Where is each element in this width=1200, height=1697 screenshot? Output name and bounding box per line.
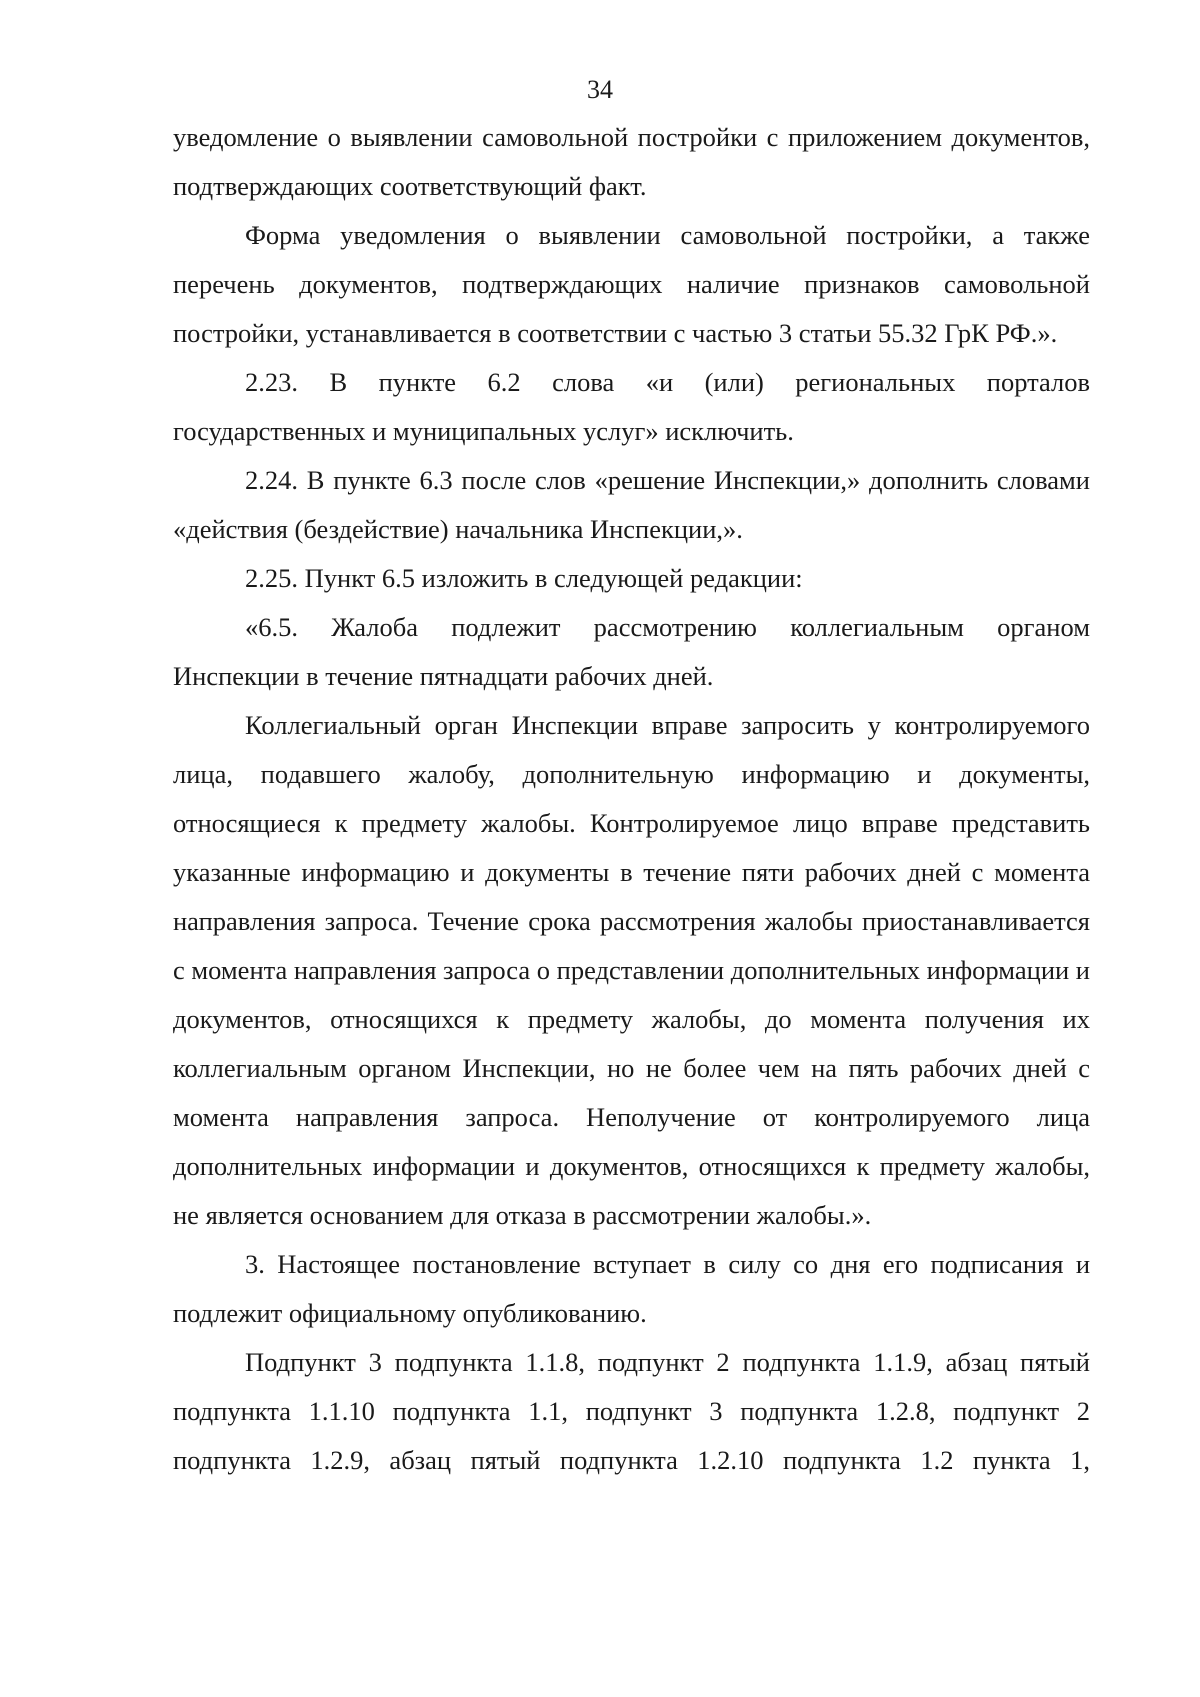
paragraph: 3. Настоящее постановление вступает в силу со дня его подписания и подлежит официальному опубликованию. [173,1249,1090,1328]
paragraph: Подпункт 3 подпункта 1.1.8, подпункт 2 подпункта 1.1.9, абзац пятый подпункта 1.1.10 подпункта 1.1, подпункт 3 подпункта 1.2.8, подпункт 2 подпункта 1.2.9, абзац пятый подпункта 1.2.10 подпункта 1.2 пункта 1, [173,1347,1090,1475]
paragraph: 2.25. Пункт 6.5 изложить в следующей редакции: [245,563,803,593]
page-number: 34 [587,75,613,104]
paragraph: «6.5. Жалоба подлежит рассмотрению коллегиальным органом Инспекции в течение пятнадцати рабочих дней. [173,612,1090,691]
paragraph: 2.23. В пункте 6.2 слова «и (или) региональных порталов государственных и муниципальных услуг» исключить. [173,367,1090,446]
paragraph: уведомление о выявлении самовольной постройки с приложением документов, подтверждающих соответствующий факт. [173,122,1090,201]
document-body [173,113,1090,1485]
paragraph: Форма уведомления о выявлении самовольной постройки, а также перечень документов, подтверждающих наличие признаков самовольной постройки, устанавливается в соответствии с частью 3 статьи 55.32 ГрК РФ.». [173,220,1090,348]
paragraph: Коллегиальный орган Инспекции вправе запросить у контролируемого лица, подавшего жалобу, дополнительную информацию и документы, относящиеся к предмету жалобы. Контролируемое лицо вправе представить указанные информацию и документы в течение пяти рабочих дней с момента направления запроса. Течение срока рассмотрения жалобы приостанавливается с момента направления запроса о представлении дополнительных информации и документов, относящихся к предмету жалобы, до момента получения их коллегиальным органом Инспекции, но не более чем на пять рабочих дней с момента направления запроса. Неполучение от контролируемого лица дополнительных информации и документов, относящихся к предмету жалобы, не является основанием для отказа в рассмотрении жалобы.». [173,710,1090,1230]
paragraph: 2.24. В пункте 6.3 после слов «решение Инспекции,» дополнить словами «действия (бездействие) начальника Инспекции,». [173,465,1090,544]
